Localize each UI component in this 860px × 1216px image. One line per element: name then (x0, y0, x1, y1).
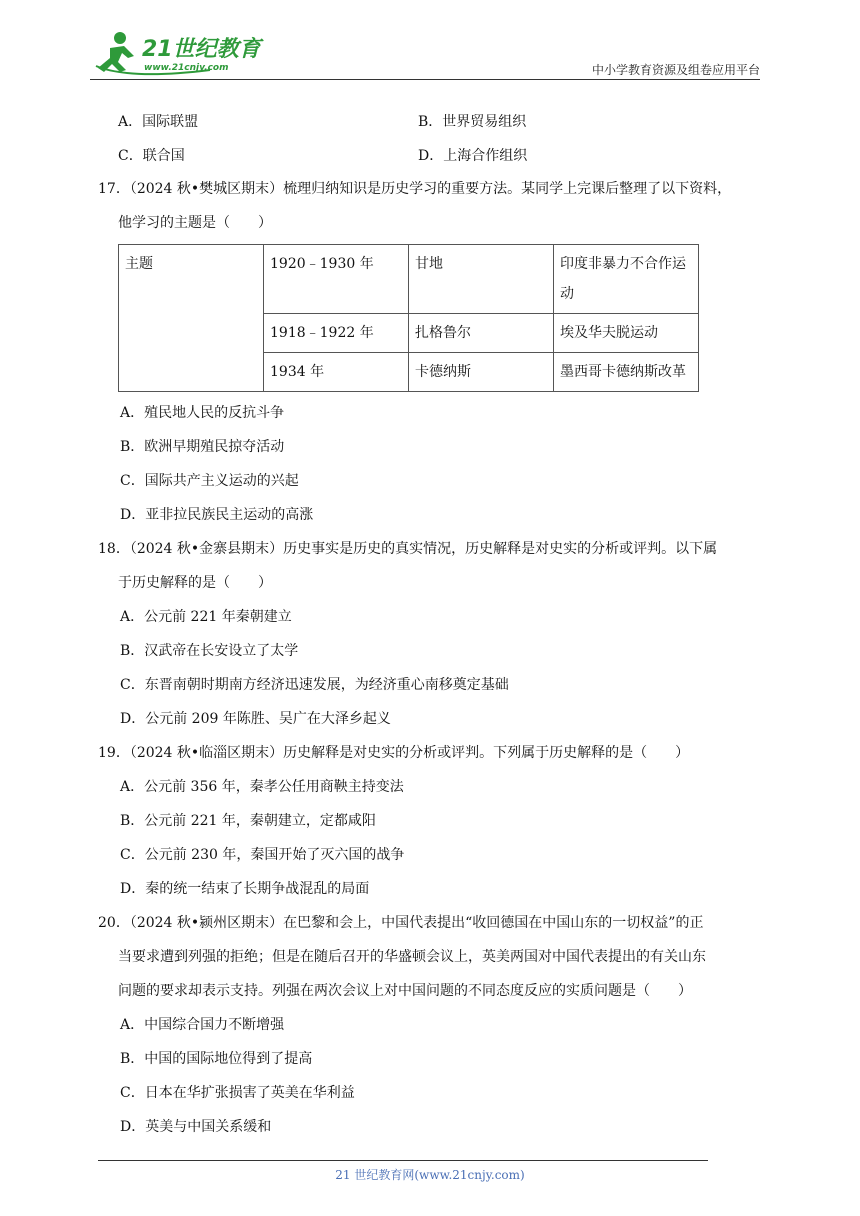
q18-stem-line2: 于历史解释的是（ ） (118, 575, 272, 591)
logo-21cnjy (90, 26, 290, 82)
table-topic-label: 主题 (119, 245, 264, 392)
q16-options-row1 (118, 104, 778, 138)
table-cell-person: 扎格鲁尔 (409, 314, 554, 353)
table-cell-year: 1920﹣1930 年 (264, 245, 409, 314)
svg-text:www.21cnjy.com: www.21cnjy.com (144, 63, 229, 73)
table-cell-event (554, 245, 699, 314)
q17-option-c[interactable]: C．国际共产主义运动的兴起 (120, 473, 299, 489)
question-content (98, 104, 778, 1144)
q17-topic-table (118, 244, 699, 392)
q18-option-b[interactable]: B．汉武帝在长安设立了太学 (120, 643, 299, 659)
q20-option-a[interactable]: A．中国综合国力不断增强 (120, 1017, 285, 1033)
event-line: 印度非暴力不合作运 (560, 256, 686, 272)
footer-divider (98, 1160, 708, 1161)
q18-option-c[interactable]: C．东晋南朝时期南方经济迅速发展，为经济重心南移奠定基础 (120, 677, 509, 693)
table-cell-person: 卡德纳斯 (409, 353, 554, 392)
table-cell-year: 1918﹣1922 年 (264, 314, 409, 353)
table-cell-event: 墨西哥卡德纳斯改革 (554, 353, 699, 392)
q17-option-d[interactable]: D．亚非拉民族民主运动的高涨 (120, 507, 314, 523)
q18-stem-line1: 18．（2024 秋•金寨县期末）历史事实是历史的真实情况，历史解释是对史实的分析或评判。以下属 (98, 541, 718, 557)
q19-option-b[interactable]: B．公元前 221 年，秦朝建立，定都咸阳 (120, 813, 376, 829)
q17-option-b[interactable]: B．欧洲早期殖民掠夺活动 (120, 439, 285, 455)
q19-option-a[interactable]: A．公元前 356 年，秦孝公任用商鞅主持变法 (120, 779, 404, 795)
table-cell-person: 甘地 (409, 245, 554, 314)
question-17 (98, 172, 778, 532)
q16-option-b[interactable]: B．世界贸易组织 (418, 114, 527, 130)
q18-option-d[interactable]: D．公元前 209 年陈胜、吴广在大泽乡起义 (120, 711, 391, 727)
q17-stem-line1: 17．（2024 秋•樊城区期末）梳理归纳知识是历史学习的重要方法。某同学上完课后整理了以下资料， (98, 181, 732, 197)
q19-option-d[interactable]: D．秦的统一结束了长期争战混乱的局面 (120, 881, 370, 897)
table-cell-event: 埃及华夫脱运动 (554, 314, 699, 353)
q20-stem-line1: 20．（2024 秋•颍州区期末）在巴黎和会上，中国代表提出“收回德国在中国山东的一切权益”的正 (98, 915, 704, 931)
q20-stem-line2: 当要求遭到列强的拒绝；但是在随后召开的华盛顿会议上，英美两国对中国代表提出的有关山东 (118, 949, 706, 965)
q20-option-c[interactable]: C．日本在华扩张损害了英美在华利益 (120, 1085, 355, 1101)
question-20 (98, 906, 778, 1144)
q20-stem-line3: 问题的要求却表示支持。列强在两次会议上对中国问题的不同态度反应的实质问题是（ ） (118, 983, 692, 999)
table-cell-year: 1934 年 (264, 353, 409, 392)
q16-options-row2 (118, 138, 778, 172)
svg-text:21世纪教育: 21世纪教育 (142, 37, 261, 62)
q17-option-a[interactable]: A．殖民地人民的反抗斗争 (120, 405, 285, 421)
q18-option-a[interactable]: A．公元前 221 年秦朝建立 (120, 609, 292, 625)
q17-stem-line2: 他学习的主题是（ ） (118, 215, 272, 231)
platform-title: 中小学教育资源及组卷应用平台 (591, 63, 760, 77)
footer-link[interactable]: 21 世纪教育网(www.21cnjy.com) (335, 1168, 525, 1182)
q16-option-a[interactable]: A．国际联盟 (118, 114, 199, 130)
q19-option-c[interactable]: C．公元前 230 年，秦国开始了灭六国的战争 (120, 847, 405, 863)
header-divider (90, 79, 760, 80)
q19-stem-line1: 19．（2024 秋•临淄区期末）历史解释是对史实的分析或评判。下列属于历史解释的是（ ） (98, 745, 690, 761)
page-header (90, 26, 760, 82)
q16-option-c[interactable]: C．联合国 (118, 148, 185, 164)
q20-option-b[interactable]: B．中国的国际地位得到了提高 (120, 1051, 313, 1067)
q16-option-d[interactable]: D．上海合作组织 (418, 148, 528, 164)
question-19 (98, 736, 778, 906)
question-18 (98, 532, 778, 736)
event-line: 动 (560, 286, 574, 302)
q20-option-d[interactable]: D．英美与中国关系缓和 (120, 1119, 272, 1135)
